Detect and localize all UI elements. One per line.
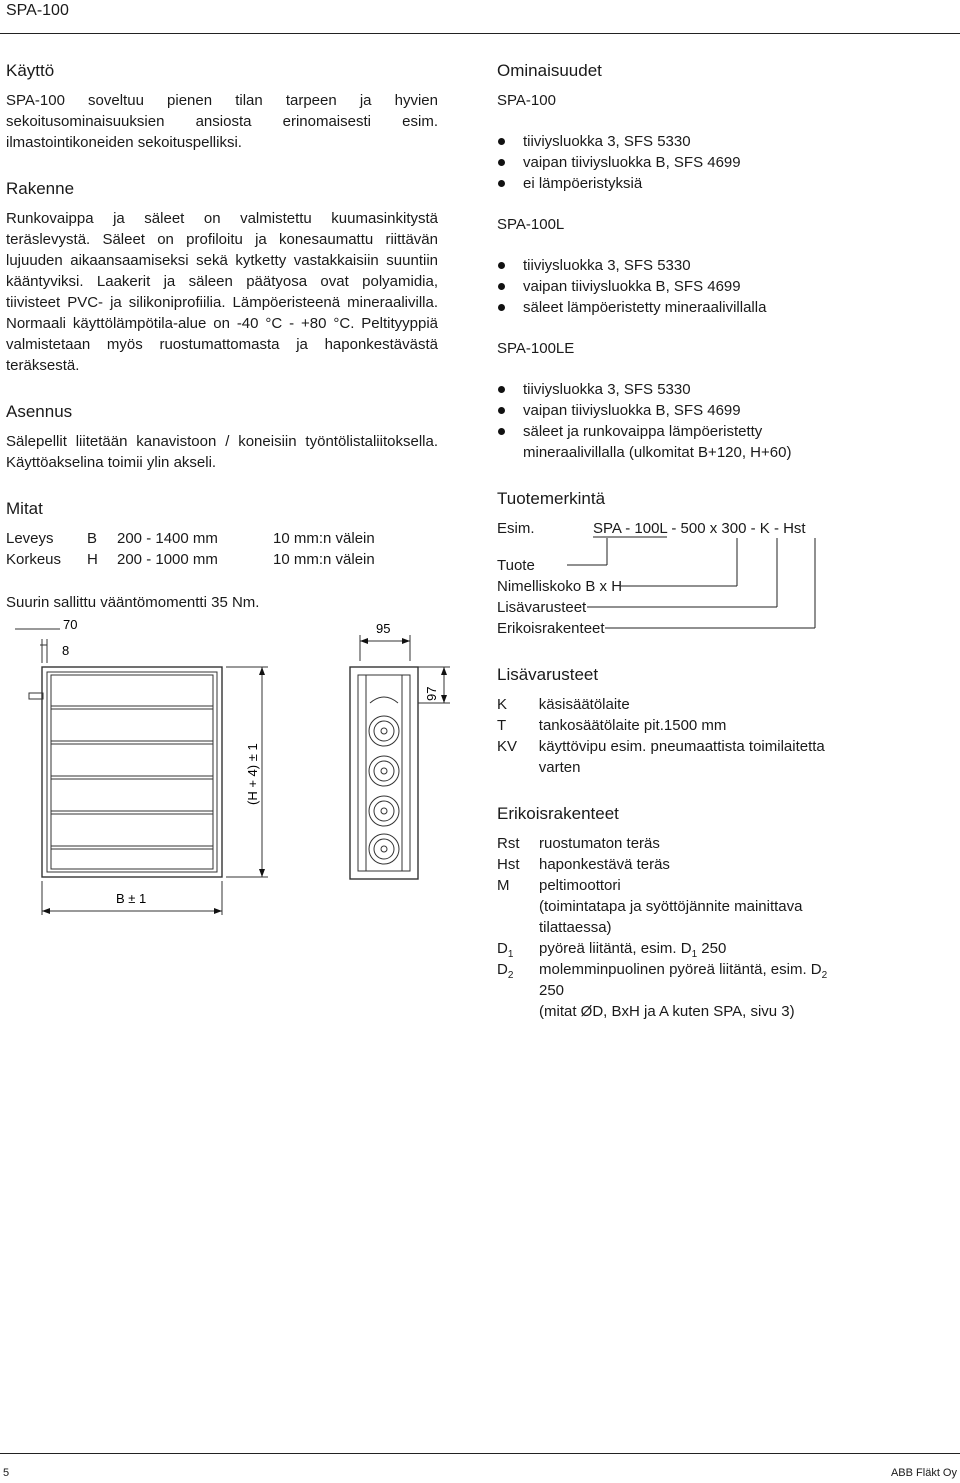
mitat-step: 10 mm:n välein bbox=[273, 551, 375, 568]
mitat-symbol: B bbox=[87, 530, 98, 547]
left-column bbox=[6, 60, 438, 613]
ominaisuudet-heading: Ominaisuudet bbox=[497, 61, 602, 80]
accessory-desc: käsisäätölaite bbox=[538, 696, 630, 713]
damper-drawing bbox=[0, 605, 470, 925]
table-row bbox=[497, 875, 837, 938]
table-row bbox=[497, 694, 837, 715]
special-code: M bbox=[497, 877, 510, 894]
table-row bbox=[497, 854, 837, 875]
mitat-symbol: H bbox=[87, 551, 98, 568]
accessory-code: KV bbox=[497, 738, 518, 755]
mitat-name: Leveys bbox=[6, 530, 54, 547]
variant-feature-list bbox=[497, 131, 837, 194]
asennus-body: Sälepellit liitetään kanavistoon / koneisiin työntölistaliitoksella. Käyttöakselina toimii ylin akseli. bbox=[6, 433, 438, 471]
mitat-range: 200 - 1000 mm bbox=[117, 551, 218, 568]
dim-97-label: 97 bbox=[424, 686, 439, 701]
variant-name: SPA-100L bbox=[497, 216, 565, 233]
variant-feature-list bbox=[497, 255, 837, 318]
mitat-range: 200 - 1400 mm bbox=[117, 530, 218, 547]
dim-height-label: (H + 4) ± 1 bbox=[245, 743, 260, 805]
mitat-heading: Mitat bbox=[6, 499, 43, 518]
code-part-label: Erikoisrakenteet bbox=[497, 620, 605, 637]
kaytto-body: SPA-100 soveltuu pienen tilan tarpeen ja hyvien sekoitusominaisuuksien ansiosta erinomaisesti esim. ilmastointikoneiden sekoituspelliksi. bbox=[6, 92, 438, 151]
special-desc: haponkestävä teräs bbox=[539, 856, 670, 873]
accessory-code: T bbox=[497, 717, 507, 734]
list-item: vaipan tiiviysluokka B, SFS 4699 bbox=[497, 276, 837, 297]
variant-name: SPA-100LE bbox=[497, 340, 575, 357]
code-part-label: Nimelliskoko B x H bbox=[497, 578, 623, 595]
dim-width-label: B ± 1 bbox=[116, 891, 147, 906]
table-row bbox=[497, 938, 837, 959]
footer-brand: ABB Fläkt Oy bbox=[890, 1467, 957, 1479]
special-code-d2: $D_2$ bbox=[497, 961, 514, 981]
list-item: tiiviysluokka 3, SFS 5330 bbox=[497, 379, 815, 400]
table-row bbox=[497, 715, 837, 736]
special-desc: ruostumaton teräs bbox=[539, 835, 660, 852]
code-part-label: Lisävarusteet bbox=[497, 599, 587, 616]
code-part-label: Tuote bbox=[497, 557, 535, 574]
accessory-desc: käyttövipu esim. pneumaattista toimilaitetta varten bbox=[538, 738, 825, 776]
dim-95-label: 95 bbox=[376, 621, 391, 636]
list-item: vaipan tiiviysluokka B, SFS 4699 bbox=[497, 400, 815, 421]
tuotemerkinta-heading: Tuotemerkintä bbox=[497, 489, 606, 508]
page-header-title: SPA-100 bbox=[6, 2, 69, 19]
asennus-heading: Asennus bbox=[6, 402, 73, 421]
right-column-lower bbox=[497, 664, 837, 1022]
special-desc bbox=[539, 875, 837, 938]
variant-name: SPA-100 bbox=[497, 92, 556, 109]
header-rule bbox=[0, 33, 960, 34]
special-desc-d1: pyöreä liitäntä, esim. $D_1$ 250 bbox=[539, 940, 727, 960]
mitat-step: 10 mm:n välein bbox=[273, 530, 375, 547]
right-column bbox=[497, 60, 837, 698]
dim-8-label: 8 bbox=[62, 643, 70, 658]
list-item: säleet lämpöeristetty mineraalivillalla bbox=[497, 297, 837, 318]
example-label: Esim. bbox=[497, 520, 535, 537]
lisavarusteet-heading: Lisävarusteet bbox=[497, 665, 599, 684]
table-row bbox=[497, 833, 837, 854]
special-desc-note: (mitat ØD, BxH ja A kuten SPA, sivu 3) bbox=[539, 1003, 795, 1020]
torque-note: Suurin sallittu vääntömomentti 35 Nm. bbox=[6, 594, 260, 611]
rakenne-heading: Rakenne bbox=[6, 179, 75, 198]
erikoisrakenteet-table bbox=[497, 833, 837, 1022]
dim-70-label: 70 bbox=[63, 617, 78, 632]
variant-feature-list bbox=[497, 379, 815, 463]
kaytto-heading: Käyttö bbox=[6, 61, 55, 80]
page-number: 5 bbox=[3, 1467, 10, 1479]
footer-rule bbox=[0, 1453, 960, 1454]
table-row bbox=[6, 528, 375, 549]
mitat-table bbox=[6, 528, 375, 570]
list-item: ei lämpöeristyksiä bbox=[497, 173, 837, 194]
example-code: SPA - 100L - 500 x 300 - K - Hst bbox=[593, 520, 806, 537]
accessory-desc: tankosäätölaite pit.1500 mm bbox=[538, 717, 727, 734]
mitat-name: Korkeus bbox=[6, 551, 62, 568]
erikoisrakenteet-heading: Erikoisrakenteet bbox=[497, 804, 619, 823]
table-row bbox=[497, 959, 837, 1022]
list-item: vaipan tiiviysluokka B, SFS 4699 bbox=[497, 152, 837, 173]
lisavarusteet-table bbox=[497, 694, 837, 778]
table-row bbox=[6, 549, 375, 570]
special-code-d1: $D_1$ bbox=[497, 940, 514, 960]
special-code: Rst bbox=[497, 835, 520, 852]
special-desc-line: peltimoottori bbox=[539, 877, 621, 894]
rakenne-body: Runkovaippa ja säleet on valmistettu kuumasinkitystä teräslevystä. Säleet on profiloitu ja konesaumattu riittävän lujuuden aikaansaamiseksi sekä kytketty vastakkaisiin suuntiin kääntyviksi. Laakerit ja säleen päätyosa ovat polyamidia, tiivisteet PVC- ja silikoniprofiilia. Lämpöeristeenä mineraalivilla. Normaali käyttölämpötila-alue on -40 °C - +80 °C. Peltityyppiä valmistetaan myös ruostumattomasta ja haponkestävästä teräksestä. bbox=[6, 210, 438, 374]
accessory-code: K bbox=[497, 696, 508, 713]
special-code: Hst bbox=[497, 856, 520, 873]
list-item: säleet ja runkovaippa lämpöeristetty mineraalivillalla (ulkomitat B+120, H+60) bbox=[497, 421, 815, 463]
special-desc-note: (toimintatapa ja syöttöjännite mainittava tilattaessa) bbox=[539, 898, 803, 936]
special-desc-d2: molemminpuolinen pyöreä liitäntä, esim. $D_2$ 250 (mitat ØD, BxH ja A kuten SPA, sivu 3) bbox=[539, 959, 837, 1022]
table-row bbox=[497, 736, 837, 778]
list-item: tiiviysluokka 3, SFS 5330 bbox=[497, 131, 837, 152]
list-item: tiiviysluokka 3, SFS 5330 bbox=[497, 255, 837, 276]
